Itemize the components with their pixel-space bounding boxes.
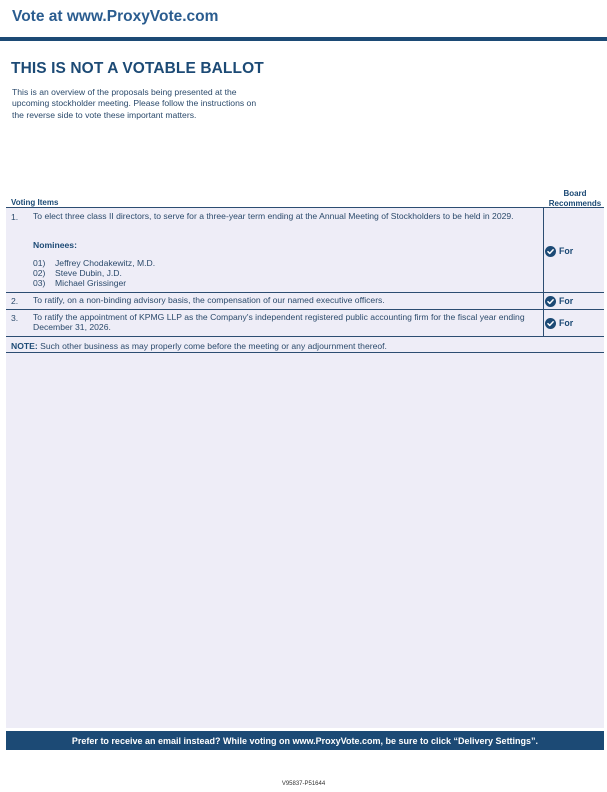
recommendation-3 [545,317,573,329]
recommendation-label: For [559,318,574,328]
note-text: Such other business as may properly come before the meeting or any adjournment thereof. [37,341,387,351]
document-code: V95837-P51644 [281,781,326,787]
recommendation-label: For [559,296,574,306]
nominee-name: Jeffrey Chodakewitz, M.D. [55,258,156,268]
nominee-name: Steve Dubin, J.D. [55,268,122,278]
item-text-3: To ratify the appointment of KPMG LLP as the Company's independent registered public accounting firm for the fiscal year ending December 31, 2026. [33,312,525,332]
check-circle-icon [545,318,556,329]
nominees-label: Nominees: [33,240,77,250]
nominee [33,278,126,288]
table-rule [6,336,604,337]
item-number-2: 2. [11,296,19,306]
intro-line: This is an overview of the proposals being presented at the [12,87,237,97]
intro-line: the reverse side to vote these important matters. [12,109,197,120]
nominee-number: 03) [33,278,46,288]
ballot-title: THIS IS NOT A VOTABLE BALLOT [11,60,264,77]
nominee [33,258,155,268]
recommendation-label: For [559,246,574,256]
table-rule [6,292,604,293]
header-title: Vote at www.ProxyVote.com [12,8,219,25]
check-circle-icon [545,246,556,257]
board-recommends-header [543,189,607,208]
recommendation-1 [545,245,573,257]
intro-line: upcoming stockholder meeting. Please follow the instructions on [12,98,257,109]
item-text-2: To ratify, on a non-binding advisory basis, the compensation of our named executive officers. [33,295,385,305]
nominee-number: 01) [33,258,46,268]
voting-items-header: Voting Items [11,198,59,207]
nominee-name: Michael Grissinger [55,278,127,288]
note [11,341,387,351]
column-divider [543,208,544,336]
item-text-1: To elect three class II directors, to serve for a three-year term ending at the Annual Meeting of Stockholders to be held in 2029. [33,211,514,221]
intro-text [12,87,312,121]
item-number-3: 3. [11,313,19,323]
nominee [33,268,122,278]
header-rule [0,37,607,41]
nominee-number: 02) [33,268,46,278]
note-label: NOTE: [11,341,38,351]
check-circle-icon [545,296,556,307]
table-rule [6,309,604,310]
board-header-line1: Board [563,189,587,198]
delivery-settings-banner: Prefer to receive an email instead? While voting on www.ProxyVote.com, be sure to click “Delivery Settings”. [6,731,604,750]
table-rule [6,352,604,353]
recommendation-2 [545,295,573,307]
table-rule [6,207,604,208]
board-header-line2: Recommends [548,198,602,208]
item-number-1: 1. [11,212,19,222]
